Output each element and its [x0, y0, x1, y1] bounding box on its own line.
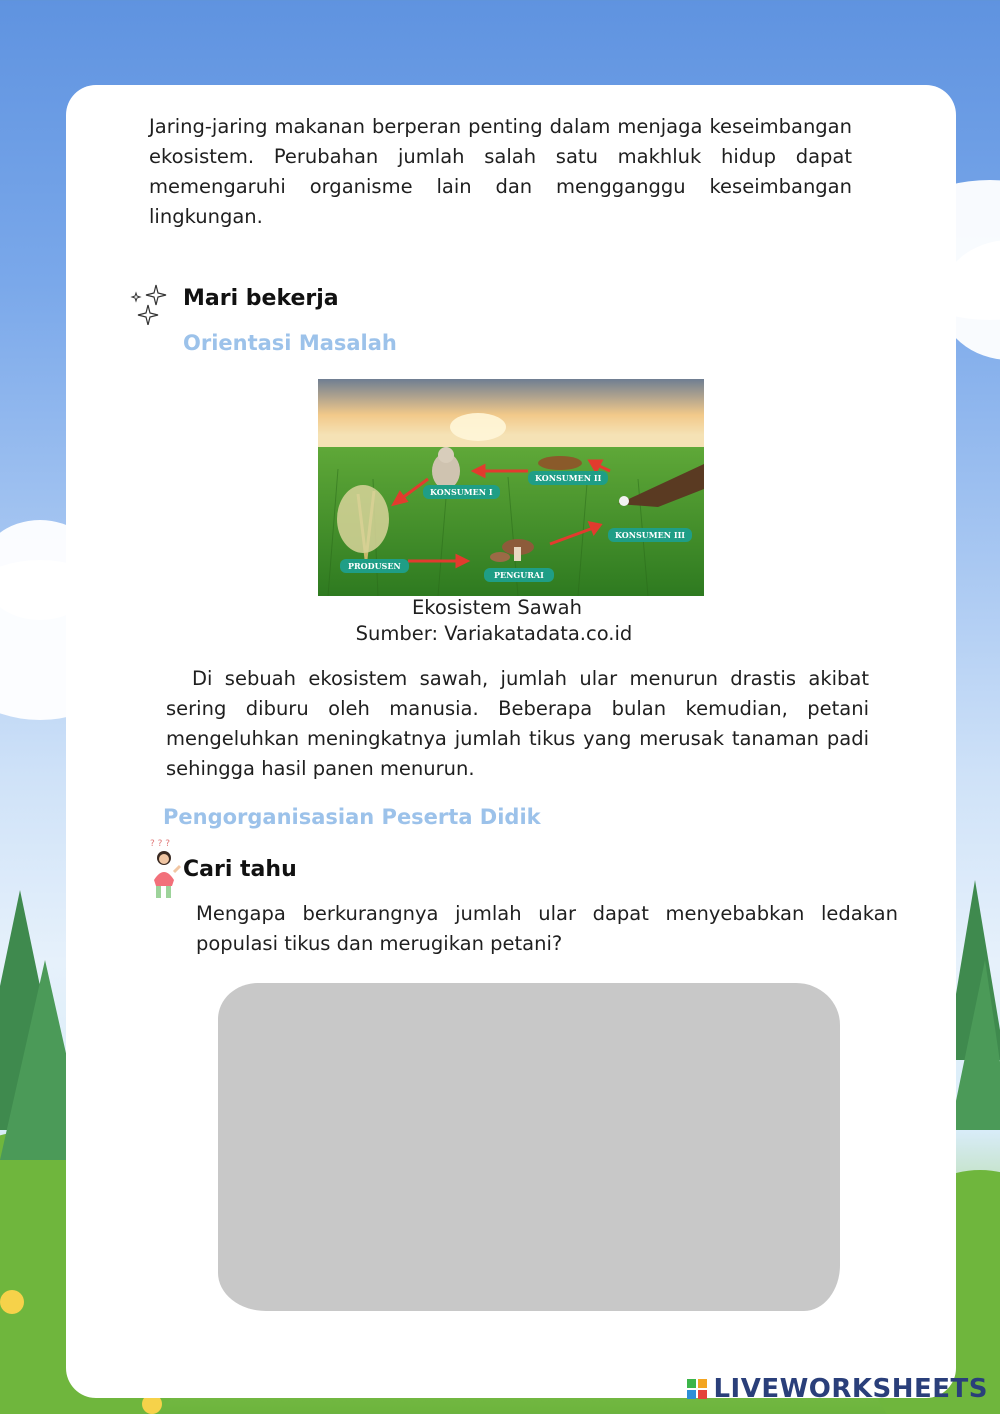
- brand-text: LIVEWORKSHEETS: [713, 1374, 988, 1404]
- label-pengurai: PENGURAI: [484, 568, 554, 582]
- intro-paragraph: Jaring-jaring makanan berperan penting dalam menjaga keseimbangan ekosistem. Perubahan jumlah salah satu makhluk hidup dapat memengaruhi organisme lain dan mengganggu keseimbangan lingkungan.: [149, 115, 852, 228]
- label-konsumen-3: KONSUMEN III: [608, 528, 692, 542]
- answer-input-area[interactable]: [218, 983, 840, 1311]
- mari-bekerja-heading: Mari bekerja: [183, 286, 339, 311]
- figure-caption-source: Sumber: Variakatadata.co.id: [355, 622, 633, 645]
- liveworksheets-mark-icon: [687, 1379, 707, 1399]
- liveworksheets-logo: [687, 1374, 988, 1404]
- sparkle-icon: [130, 283, 170, 325]
- pengorganisasian-heading: Pengorganisasian Peserta Didik: [163, 805, 541, 829]
- question-paragraph: Mengapa berkurangnya jumlah ular dapat menyebabkan ledakan populasi tikus dan merugikan petani?: [196, 902, 898, 955]
- figure-caption-title: Ekosistem Sawah: [411, 596, 582, 619]
- label-konsumen-2: KONSUMEN II: [528, 471, 608, 485]
- orientasi-masalah-heading: Orientasi Masalah: [183, 331, 397, 355]
- label-produsen: PRODUSEN: [340, 559, 409, 573]
- ecosystem-photo: [318, 379, 704, 596]
- problem-paragraph: Di sebuah ekosistem sawah, jumlah ular menurun drastis akibat sering diburu oleh manusia. Beberapa bulan kemudian, petani mengeluhkan meningkatnya jumlah tikus yang merusak tanaman padi sehingga hasil panen menurun.: [166, 667, 869, 780]
- cari-tahu-heading: Cari tahu: [183, 857, 297, 882]
- label-konsumen-1: KONSUMEN I: [423, 485, 500, 499]
- thinking-girl-icon: [148, 836, 182, 900]
- svg-text:? ? ?: ? ? ?: [150, 839, 171, 849]
